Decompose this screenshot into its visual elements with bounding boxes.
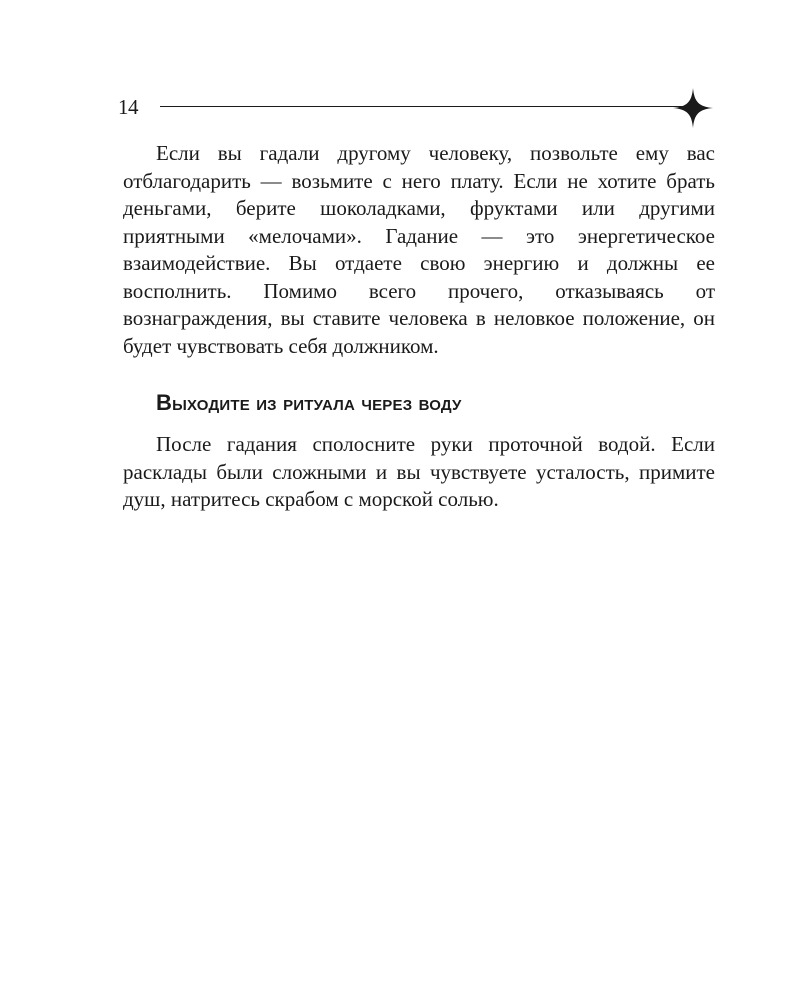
header-rule bbox=[160, 106, 690, 107]
section-heading: Выходите из ритуала через воду bbox=[156, 390, 462, 415]
page-number: 14 bbox=[118, 95, 138, 119]
body-paragraph: После гадания сполосните руки проточной водой. Если расклады были сложными и вы чувствуете усталость, примите душ, натритесь скрабом с морской солью. bbox=[123, 432, 715, 511]
body-paragraph: Если вы гадали другому человеку, позвольте ему вас отблагодарить — возьмите с него плату. Если не хотите брать деньгами, берите шоколадками, фруктами или другими приятными «мелочами». Гадание — это энергетическое взаимодействие. Вы отдаете свою энергию и должны ее восполнить. Помимо всего прочего, отказываясь от вознаграждения, вы ставите человека в неловкое положение, он будет чувствовать себя должником. bbox=[123, 141, 715, 358]
four-point-star-icon bbox=[673, 88, 713, 128]
